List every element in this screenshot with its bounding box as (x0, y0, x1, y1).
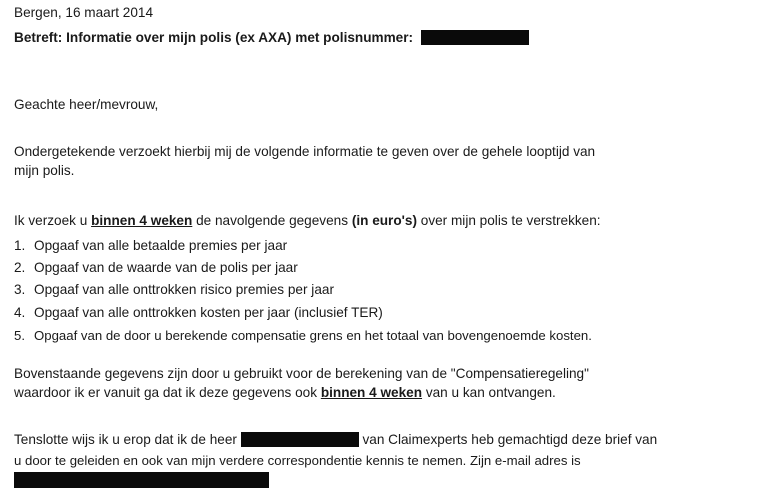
list-item-text: Opgaaf van alle onttrokken risico premies per jaar (34, 282, 334, 297)
paragraph-2-text: waardoor ik er vanuit ga dat ik deze gegevens ook (14, 385, 318, 400)
list-item (14, 327, 592, 345)
paragraph-2-line-1: Bovenstaande gegevens zijn door u gebruikt voor de berekening van de "Compensatieregeling" (14, 366, 589, 381)
request-middle: de navolgende gegevens (196, 213, 349, 228)
paragraph-3-text-end: van Claimexperts heb gemachtigd deze brief van (362, 432, 658, 447)
redacted-name (241, 432, 359, 447)
request-emphasis: binnen 4 weken (91, 213, 193, 228)
paragraph-1-line-1: Ondergetekende verzoekt hierbij mij de volgende informatie te geven over de gehele looptijd van (14, 144, 596, 159)
list-item (14, 259, 298, 277)
paragraph-2-text-end: van u kan ontvangen. (425, 385, 556, 400)
request-before: Ik verzoek u (14, 213, 88, 228)
list-item (14, 237, 287, 255)
list-item (14, 281, 334, 299)
list-item-number: 3. (14, 282, 26, 297)
request-line (14, 212, 601, 230)
date-line: Bergen, 16 maart 2014 (14, 5, 154, 20)
redacted-email (14, 472, 269, 488)
list-item-text: Opgaaf van de waarde van de polis per jaar (34, 260, 298, 275)
list-item-number: 4. (14, 305, 26, 320)
paragraph-2-emphasis: binnen 4 weken (320, 385, 423, 400)
paragraph-3-text: Tenslotte wijs ik u erop dat ik de heer (14, 432, 237, 447)
request-after: over mijn polis te verstrekken: (420, 213, 601, 228)
list-item-text: Opgaaf van de door u berekende compensatie grens en het totaal van bovengenoemde kosten. (34, 328, 592, 343)
paragraph-3-line-1 (14, 431, 657, 449)
subject-line (14, 29, 529, 47)
list-item-number: 1. (14, 238, 26, 253)
salutation: Geachte heer/mevrouw, (14, 97, 159, 112)
paragraph-3-line-2: u door te geleiden en ook van mijn verdere correspondentie kennis te nemen. Zijn e-mail adres is (14, 453, 581, 468)
list-item-text: Opgaaf van alle betaalde premies per jaar (34, 238, 288, 253)
list-item-number: 5. (14, 328, 25, 343)
list-item (14, 304, 383, 322)
redacted-policy-number (421, 30, 529, 45)
paragraph-2-line-2 (14, 384, 556, 402)
paragraph-1-line-2: mijn polis. (14, 163, 75, 178)
list-item-text: Opgaaf van alle onttrokken kosten per jaar (inclusief TER) (34, 305, 383, 320)
subject-text: Betreft: Informatie over mijn polis (ex AXA) met polisnummer: (14, 30, 414, 45)
list-item-number: 2. (14, 260, 26, 275)
request-paren: (in euro's) (351, 213, 417, 228)
